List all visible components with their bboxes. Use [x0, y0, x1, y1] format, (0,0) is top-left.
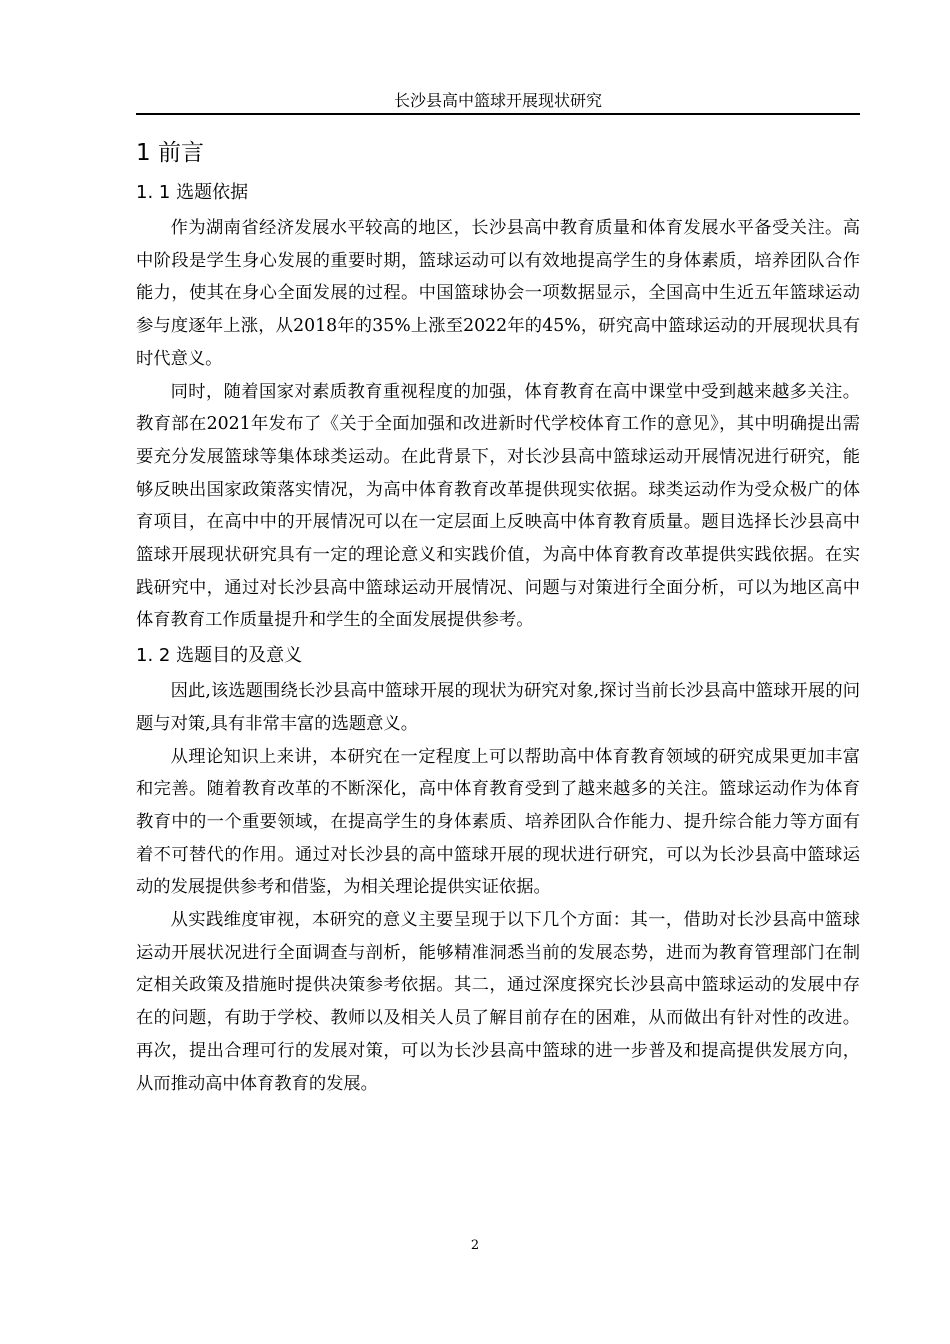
- paragraph: 因此,该选题围绕长沙县高中篮球开展的现状为研究对象,探讨当前长沙县高中篮球开展的问题与对策,具有非常丰富的选题意义。: [136, 681, 860, 734]
- paragraph: 同时，随着国家对素质教育重视程度的加强，体育教育在高中课堂中受到越来越多关注。教育部在2021年发布了《关于全面加强和改进新时代学校体育工作的意见》，其中明确提出需要充分发展篮球等集体球类运动。在此背景下，对长沙县高中篮球运动开展情况进行研究，能够反映出国家政策落实情况，为高中体育教育改革提供现实依据。球类运动作为受众极广的体育项目，在高中中的开展情况可以在一定层面上反映高中体育教育质量。题目选择长沙县高中篮球开展现状研究具有一定的理论意义和实践价值，为高中体育教育改革提供实践依据。在实践研究中，通过对长沙县高中篮球运动开展情况、问题与对策进行全面分析，可以为地区高中体育教育工作质量提升和学生的全面发展提供参考。: [136, 381, 860, 631]
- paragraph: 从理论知识上来讲，本研究在一定程度上可以帮助高中体育教育领域的研究成果更加丰富和完善。随着教育改革的不断深化，高中体育教育受到了越来越多的关注。篮球运动作为体育教育中的一个重要领域，在提高学生的身体素质、培养团队合作能力、提升综合能力等方面有着不可替代的作用。通过对长沙县的高中篮球开展的现状进行研究，可以为长沙县高中篮球运动的发展提供参考和借鉴，为相关理论提供实证依据。: [136, 746, 860, 898]
- page-number: 2: [470, 1238, 480, 1253]
- section-1-2: [136, 641, 860, 1100]
- chapter-heading: 1 前言: [136, 140, 204, 166]
- section-1-1: [136, 178, 860, 637]
- page-content: [136, 136, 860, 1100]
- section-heading: 1. 2 选题目的及意义: [136, 645, 303, 667]
- header-rule: [136, 113, 860, 115]
- paragraph: 从实践维度审视，本研究的意义主要呈现于以下几个方面：其一，借助对长沙县高中篮球运动开展状况进行全面调查与剖析，能够精准洞悉当前的发展态势，进而为教育管理部门在制定相关政策及措施时提供决策参考依据。其二，通过深度探究长沙县高中篮球运动的发展中存在的问题，有助于学校、教师以及相关人员了解目前存在的困难，从而做出有针对性的改进。再次，提出合理可行的发展对策，可以为长沙县高中篮球的进一步普及和提高提供发展方向，从而推动高中体育教育的发展。: [136, 910, 860, 1094]
- section-heading: 1. 1 选题依据: [136, 182, 249, 203]
- paragraph: 作为湖南省经济发展水平较高的地区，长沙县高中教育质量和体育发展水平备受关注。高中阶段是学生身心发展的重要时期，篮球运动可以有效地提高学生的身体素质，培养团队合作能力，使其在身心全面发展的过程。中国篮球协会一项数据显示，全国高中生近五年篮球运动参与度逐年上涨，从2018年的35%上涨至2022年的45%，研究高中篮球运动的开展现状具有时代意义。: [136, 218, 860, 369]
- running-header: 长沙县高中篮球开展现状研究: [393, 91, 602, 110]
